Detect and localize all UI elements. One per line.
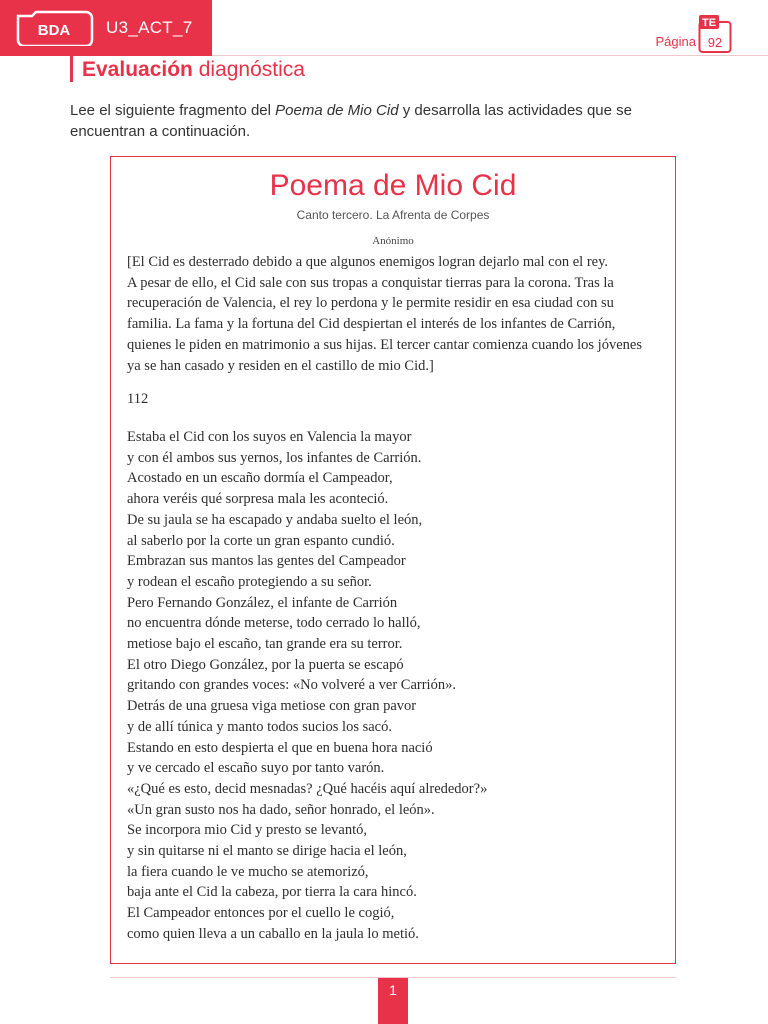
- section-title-strong: Evaluación: [82, 58, 193, 81]
- summary-line: recuperación de Valencia, el rey lo perdona y le permite residir en esa ciudad con su: [127, 295, 614, 312]
- reading-passage-box: [110, 156, 676, 964]
- verse-line: «Un gran susto nos ha dado, señor honrado, el león».: [127, 801, 435, 818]
- activity-code: U3_ACT_7: [106, 18, 193, 37]
- verse-line: y de allí túnica y manto todos sucios los sacó.: [127, 718, 392, 735]
- section-accent-bar: [70, 56, 73, 82]
- section-title: [82, 58, 305, 82]
- summary-line: familia. La fama y la fortuna del Cid despiertan el interés de los infantes de Carrión,: [127, 316, 616, 333]
- verse-line: Detrás de una gruesa viga metiose con gran pavor: [127, 698, 417, 715]
- verse-line: Pero Fernando González, el infante de Carrión: [127, 594, 398, 611]
- verse-line: como quien lleva a un caballo en la jaula lo metió.: [127, 925, 419, 942]
- verse-line: Embrazan sus mantos las gentes del Campeador: [127, 553, 406, 570]
- poem-subtitle: Canto tercero. La Afrenta de Corpes: [296, 208, 490, 222]
- bda-logo-text: BDA: [37, 22, 71, 39]
- instructions-before: Lee el siguiente fragmento del: [70, 102, 276, 119]
- instructions-after: y desarrolla las actividades que se encuentran a continuación.: [70, 102, 633, 140]
- verse-line: gritando con grandes voces: «No volveré a ver Carrión».: [127, 677, 456, 694]
- verse-line: Estaba el Cid con los suyos en Valencia la mayor: [127, 429, 412, 445]
- verse-line: De su jaula se ha escapado y andaba suelto el león,: [127, 511, 423, 528]
- verse-line: y con él ambos sus yernos, los infantes de Carrión.: [127, 449, 422, 466]
- verse-line: y sin quitarse ni el manto se dirige hacia el león,: [127, 843, 407, 860]
- verse-line: Acostado en un escaño dormía el Campeador,: [127, 470, 393, 487]
- verse-line: al saberlo por la corte un gran espanto cundió.: [127, 532, 395, 549]
- te-page-badge: [698, 14, 732, 54]
- verse-line: y ve cercado el escaño suyo por tanto varón.: [127, 760, 385, 777]
- header-divider: [212, 55, 768, 56]
- summary-line: [El Cid es desterrado debido a que algunos enemigos logran dejarlo mal con el rey.: [127, 254, 609, 270]
- verse-line: «¿Qué es esto, decid mesnadas? ¿Qué hacéis aquí alrededor?»: [127, 780, 488, 797]
- verse-line: no encuentra dónde meterse, todo cerrado lo halló,: [127, 615, 421, 632]
- verse-line: metiose bajo el escaño, tan grande era su terror.: [127, 636, 403, 653]
- summary-line: quienes le piden en matrimonio a sus hijas. El tercer cantar comienza cuando los jóvenes: [127, 336, 642, 353]
- summary-line: A pesar de ello, el Cid sale con sus tropas a conquistar tierras para la corona. Tras la: [127, 274, 614, 291]
- te-badge-number: 92: [707, 35, 723, 50]
- poem-author: Anónimo: [372, 235, 414, 247]
- verse-line: la fiera cuando le ve mucho se atemorizó,: [127, 863, 369, 880]
- instructions-work-title: Poema de Mio Cid: [275, 102, 399, 119]
- verse-line: ahora veréis qué sorpresa mala les aconteció.: [127, 491, 389, 508]
- verse-line: El Campeador entonces por el cuello le cogió,: [127, 905, 395, 922]
- verse-line: y rodean el escaño protegiendo a su señor.: [127, 573, 372, 590]
- summary-line: ya se han casado y residen en el castillo de mio Cid.]: [127, 357, 434, 374]
- section-title-rest: diagnóstica: [192, 58, 305, 81]
- poem-verses: [127, 427, 647, 945]
- poem-summary: [127, 252, 647, 376]
- verse-line: baja ante el Cid la cabeza, por tierra la cara hincó.: [127, 884, 417, 901]
- page-label: Página: [655, 34, 696, 49]
- page-number: 1: [389, 982, 397, 998]
- instructions: [70, 100, 690, 142]
- poem-title: Poema de Mio Cid: [269, 169, 517, 202]
- te-badge-label: TE: [701, 17, 717, 29]
- bda-logo: [14, 10, 94, 46]
- header-bar: [0, 0, 212, 56]
- page-number-tab: [378, 978, 408, 1024]
- verse-line: Se incorpora mio Cid y presto se levantó,: [127, 822, 368, 839]
- verse-line: Estando en esto despierta el que en buena hora nació: [127, 739, 433, 756]
- verse-line: El otro Diego González, por la puerta se escapó: [127, 656, 404, 673]
- stanza-number: 112: [127, 391, 149, 407]
